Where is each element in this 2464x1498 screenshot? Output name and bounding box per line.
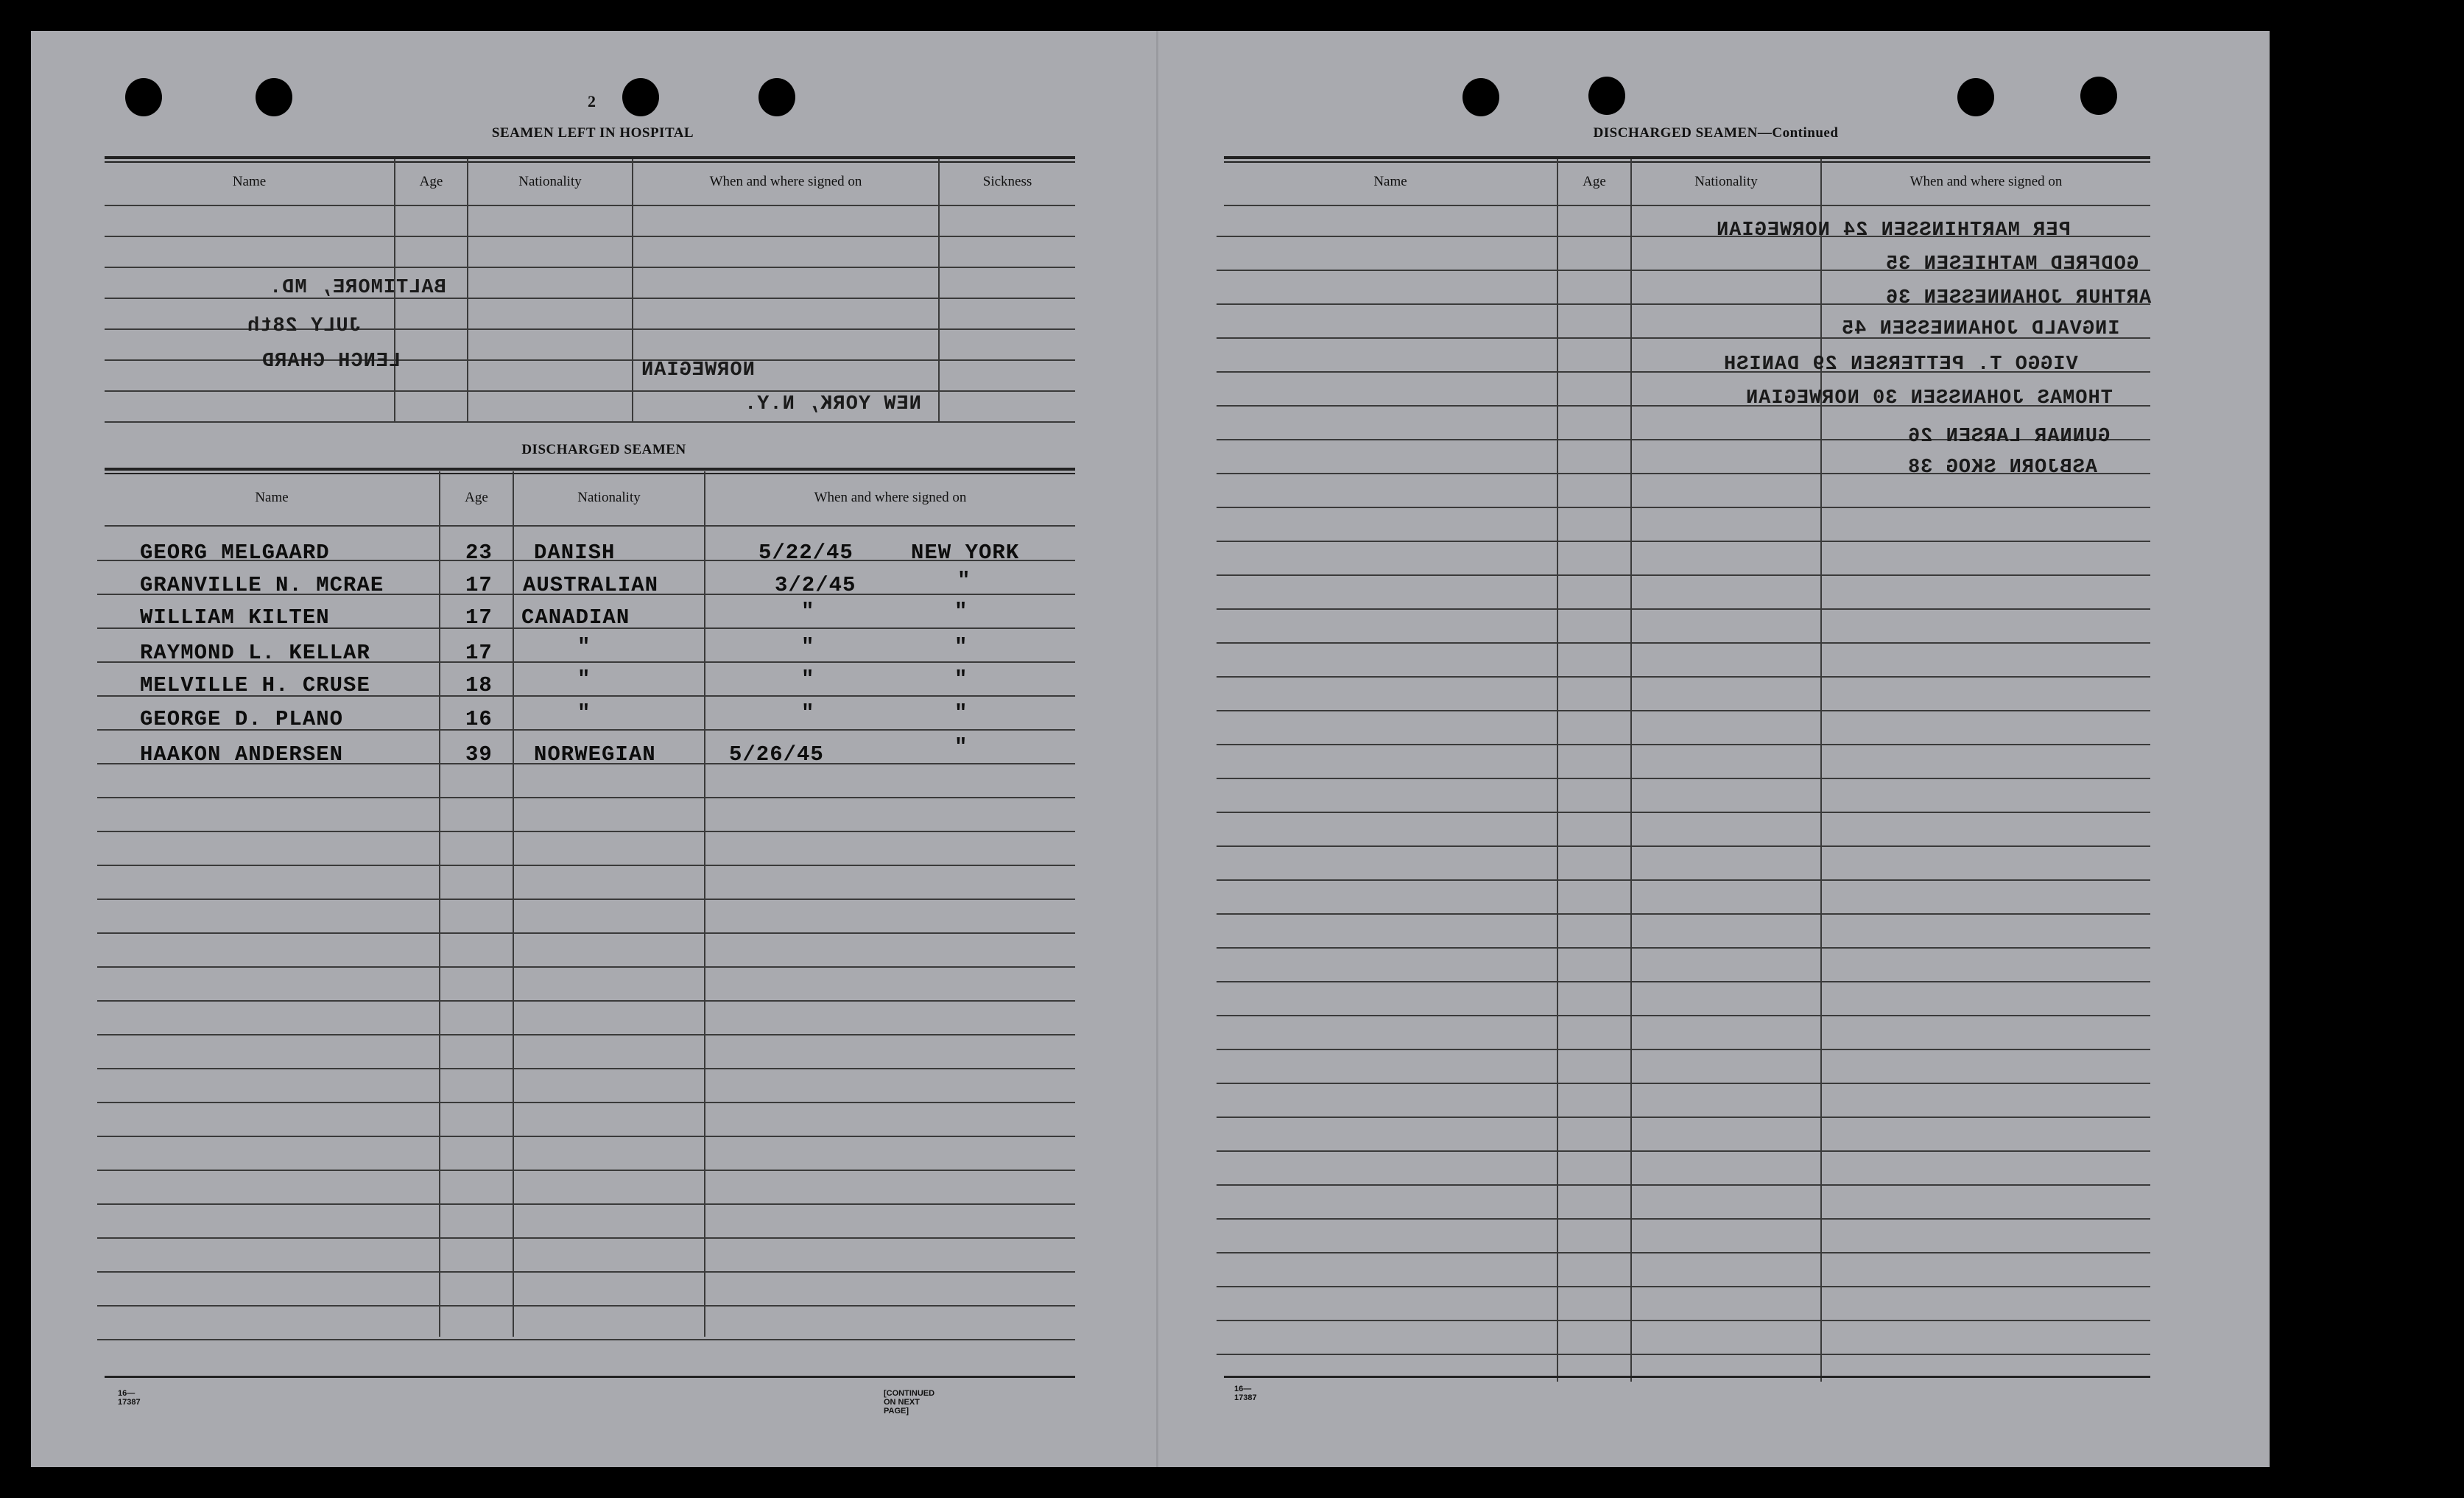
seaman-age: 39 bbox=[465, 742, 493, 767]
signed-on-place: NEW YORK bbox=[911, 541, 1020, 565]
column-divider bbox=[513, 471, 514, 1337]
table-bottom-rule bbox=[105, 1376, 1075, 1378]
signed-on-place: " bbox=[954, 635, 968, 659]
column-divider bbox=[704, 471, 705, 1337]
row-line bbox=[97, 831, 1075, 832]
punch-hole bbox=[1957, 78, 1994, 116]
table-top-rule bbox=[1224, 156, 2150, 159]
punch-hole bbox=[256, 78, 292, 116]
seaman-age: 17 bbox=[465, 641, 493, 665]
punch-hole bbox=[1462, 78, 1499, 116]
row-line bbox=[97, 966, 1075, 968]
column-header-age: Age bbox=[465, 490, 488, 505]
seaman-name: RAYMOND L. KELLAR bbox=[140, 641, 370, 665]
seaman-age: 16 bbox=[465, 707, 493, 731]
signed-on-date: 5/26/45 bbox=[729, 742, 824, 767]
bleed-through-text: BALTIMORE, MD. bbox=[269, 277, 446, 299]
signed-on-place: " bbox=[954, 735, 968, 759]
column-divider bbox=[1557, 159, 1558, 1382]
column-header-name: Name bbox=[232, 174, 267, 189]
seaman-nationality: " bbox=[577, 635, 591, 659]
row-line bbox=[97, 1339, 1075, 1340]
row-line bbox=[1217, 1083, 2150, 1084]
bleed-through-text: THOMAS JOHANSSEN 30 NORWEGIAN bbox=[1745, 387, 2113, 409]
row-line bbox=[105, 236, 1075, 237]
seaman-name: MELVILLE H. CRUSE bbox=[140, 673, 370, 697]
column-header-name: Name bbox=[255, 490, 289, 505]
row-line bbox=[1217, 1286, 2150, 1287]
bleed-through-text: JULY 28th bbox=[247, 315, 361, 337]
row-line bbox=[1217, 1015, 2150, 1016]
row-line bbox=[97, 1237, 1075, 1239]
table-top-rule bbox=[105, 468, 1075, 471]
column-divider bbox=[467, 159, 468, 421]
seaman-nationality: " bbox=[577, 667, 591, 692]
discharged-section-title: DISCHARGED SEAMEN bbox=[521, 442, 686, 457]
seaman-nationality: NORWEGIAN bbox=[534, 742, 656, 767]
row-line bbox=[1217, 676, 2150, 678]
row-line bbox=[1217, 879, 2150, 881]
row-line bbox=[97, 1203, 1075, 1205]
signed-on-date: " bbox=[801, 635, 815, 659]
signed-on-date: " bbox=[801, 667, 815, 692]
row-line bbox=[1217, 845, 2150, 847]
row-line bbox=[97, 1170, 1075, 1171]
punch-hole bbox=[125, 78, 162, 116]
signed-on-date: " bbox=[801, 701, 815, 725]
row-line bbox=[97, 899, 1075, 900]
row-line bbox=[1217, 710, 2150, 711]
row-line bbox=[1217, 1218, 2150, 1220]
column-divider bbox=[632, 159, 633, 421]
row-line bbox=[105, 390, 1075, 392]
row-line bbox=[97, 1305, 1075, 1307]
bleed-through-text: INGVALD JOHANNESSEN 45 bbox=[1841, 318, 2120, 340]
form-number: 16—17387 bbox=[1234, 1385, 1257, 1402]
row-line bbox=[1217, 1184, 2150, 1186]
row-line bbox=[97, 932, 1075, 934]
bleed-through-text: LENCH CHARD bbox=[261, 351, 401, 373]
row-line bbox=[1217, 1354, 2150, 1355]
form-number: 16—17387 bbox=[118, 1389, 141, 1407]
seaman-name: WILLIAM KILTEN bbox=[140, 605, 330, 630]
seaman-name: GEORG MELGAARD bbox=[140, 541, 330, 565]
punch-hole bbox=[2080, 77, 2117, 115]
column-header-signed-on: When and where signed on bbox=[709, 174, 862, 189]
signed-on-place: " bbox=[957, 569, 971, 593]
bleed-through-text: GODFRED MATHIESEN 35 bbox=[1885, 253, 2139, 275]
column-header-nationality: Nationality bbox=[518, 174, 582, 189]
table-top-rule bbox=[105, 161, 1075, 163]
column-header-signed-on: When and where signed on bbox=[1909, 174, 2063, 189]
row-line bbox=[97, 865, 1075, 866]
signed-on-date: 3/2/45 bbox=[775, 573, 856, 597]
column-divider bbox=[1820, 159, 1822, 1382]
header-divider bbox=[105, 525, 1075, 527]
discharged-continued-title: DISCHARGED SEAMEN—Continued bbox=[1593, 125, 1839, 141]
punch-hole bbox=[622, 78, 659, 116]
punch-hole bbox=[1588, 77, 1625, 115]
bleed-through-text: NEW YORK, N.Y. bbox=[744, 393, 921, 415]
row-line bbox=[1217, 541, 2150, 542]
row-line bbox=[1217, 1117, 2150, 1118]
row-line bbox=[1217, 642, 2150, 644]
signed-on-date: 5/22/45 bbox=[758, 541, 853, 565]
seaman-age: 23 bbox=[465, 541, 493, 565]
row-line bbox=[1217, 812, 2150, 813]
table-top-rule bbox=[105, 473, 1075, 474]
row-line bbox=[105, 267, 1075, 268]
row-line bbox=[105, 298, 1075, 299]
seaman-age: 17 bbox=[465, 605, 493, 630]
row-line bbox=[105, 359, 1075, 361]
row-line bbox=[1217, 507, 2150, 508]
seaman-nationality: DANISH bbox=[534, 541, 616, 565]
bleed-through-text: NORWEGIAN bbox=[641, 359, 755, 381]
page-number: 2 bbox=[588, 92, 596, 110]
column-divider bbox=[439, 471, 440, 1337]
table-top-rule bbox=[105, 156, 1075, 159]
seaman-nationality: CANADIAN bbox=[521, 605, 630, 630]
row-line bbox=[1217, 1049, 2150, 1050]
row-line bbox=[97, 1136, 1075, 1137]
seaman-age: 18 bbox=[465, 673, 493, 697]
column-divider bbox=[938, 159, 940, 421]
column-header-nationality: Nationality bbox=[577, 490, 641, 505]
row-line bbox=[97, 1271, 1075, 1273]
continued-note: [CONTINUED ON NEXT PAGE] bbox=[884, 1389, 935, 1416]
signed-on-date: " bbox=[801, 599, 815, 624]
row-line bbox=[1217, 778, 2150, 779]
bleed-through-text: ARTHUR JOHANNESSEN 36 bbox=[1885, 287, 2152, 309]
row-line bbox=[1217, 1150, 2150, 1152]
row-line bbox=[97, 1000, 1075, 1002]
signed-on-place: " bbox=[954, 701, 968, 725]
row-line bbox=[97, 1068, 1075, 1069]
table-bottom-rule bbox=[1224, 1376, 2150, 1378]
column-header-nationality: Nationality bbox=[1694, 174, 1758, 189]
seaman-nationality: " bbox=[577, 701, 591, 725]
column-divider bbox=[1630, 159, 1632, 1382]
punch-hole bbox=[758, 78, 795, 116]
row-line bbox=[1217, 744, 2150, 745]
row-line bbox=[1217, 913, 2150, 915]
header-divider bbox=[1224, 205, 2150, 206]
bleed-through-text: ASBJORN SKOG 38 bbox=[1907, 457, 2098, 479]
column-header-signed-on: When and where signed on bbox=[814, 490, 967, 505]
column-header-age: Age bbox=[1583, 174, 1606, 189]
column-header-name: Name bbox=[1373, 174, 1407, 189]
row-line bbox=[1217, 1320, 2150, 1321]
table-top-rule bbox=[1224, 161, 2150, 163]
seaman-name: GRANVILLE N. MCRAE bbox=[140, 573, 384, 597]
bleed-through-text: PER MARTHINSSEN 24 NORWEGIAN bbox=[1716, 219, 2071, 242]
row-line bbox=[97, 797, 1075, 798]
header-divider bbox=[105, 205, 1075, 206]
row-line bbox=[1217, 981, 2150, 982]
column-header-age: Age bbox=[419, 174, 443, 189]
seaman-name: HAAKON ANDERSEN bbox=[140, 742, 344, 767]
row-line bbox=[97, 1034, 1075, 1035]
row-line bbox=[1217, 608, 2150, 610]
hospital-section-title: SEAMEN LEFT IN HOSPITAL bbox=[491, 125, 694, 141]
row-line bbox=[105, 421, 1075, 423]
row-line bbox=[1217, 947, 2150, 949]
page-fold bbox=[1156, 31, 1158, 1467]
row-line bbox=[1217, 1252, 2150, 1253]
seaman-nationality: AUSTRALIAN bbox=[523, 573, 659, 597]
seaman-age: 17 bbox=[465, 573, 493, 597]
seaman-name: GEORGE D. PLANO bbox=[140, 707, 344, 731]
row-line bbox=[97, 1102, 1075, 1103]
bleed-through-text: GUNNAR LARSEN 26 bbox=[1907, 426, 2111, 448]
signed-on-place: " bbox=[954, 667, 968, 692]
column-header-sickness: Sickness bbox=[982, 174, 1032, 189]
signed-on-place: " bbox=[954, 599, 968, 624]
bleed-through-text: VIGGO T. PETTERSEN 29 DANISH bbox=[1723, 354, 2078, 376]
row-line bbox=[1217, 574, 2150, 576]
